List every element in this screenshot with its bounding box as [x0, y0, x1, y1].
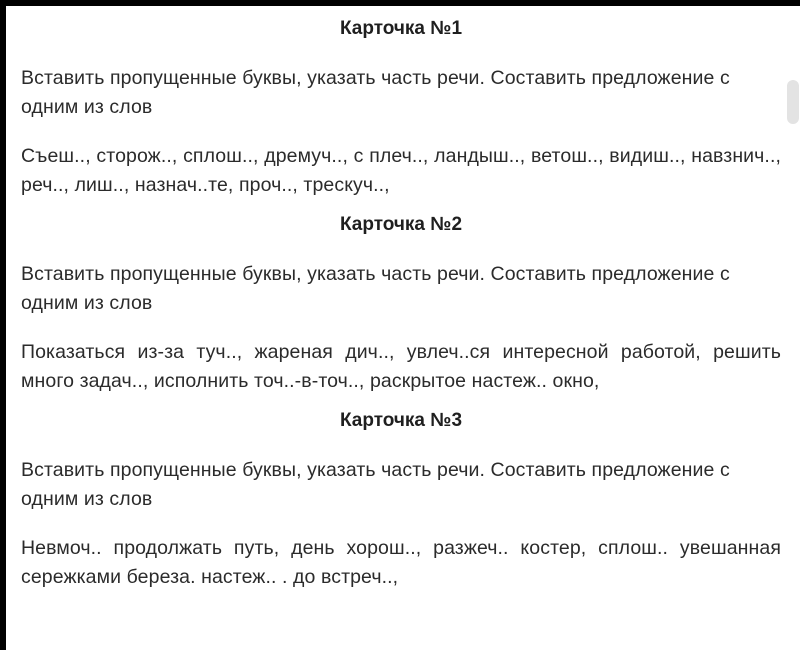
document-content [21, 16, 781, 592]
document-page [6, 6, 800, 650]
card-1-title: Карточка №1 [339, 18, 463, 39]
card-2 [21, 212, 781, 396]
card-3-task: Вставить пропущенные буквы, указать часть речи. Составить предложение с одним из слов [21, 459, 730, 510]
scrollbar[interactable] [786, 6, 800, 650]
scrollbar-thumb[interactable] [787, 80, 799, 124]
card-1 [21, 16, 781, 200]
card-2-words: Показаться из-за туч.., жареная дич.., увлеч..ся интересной работой, решить много задач.., исполнить точ..-в-точ.., раскрытое настеж.. окно, [21, 341, 781, 392]
card-3-words: Невмоч.. продолжать путь, день хорош.., разжеч.. костер, сплош.. увешанная сережками береза. настеж.. . до встреч.., [21, 537, 781, 588]
card-3-title: Карточка №3 [339, 410, 463, 431]
card-3 [21, 408, 781, 592]
card-2-task: Вставить пропущенные буквы, указать часть речи. Составить предложение с одним из слов [21, 263, 730, 314]
card-1-words: Съеш.., сторож.., сплош.., дремуч.., с плеч.., ландыш.., ветош.., видиш.., навзнич.., реч.., лиш.., назнач..те, проч.., трескуч.., [21, 145, 781, 196]
card-1-task: Вставить пропущенные буквы, указать часть речи. Составить предложение с одним из слов [21, 67, 730, 118]
card-2-title: Карточка №2 [339, 214, 463, 235]
